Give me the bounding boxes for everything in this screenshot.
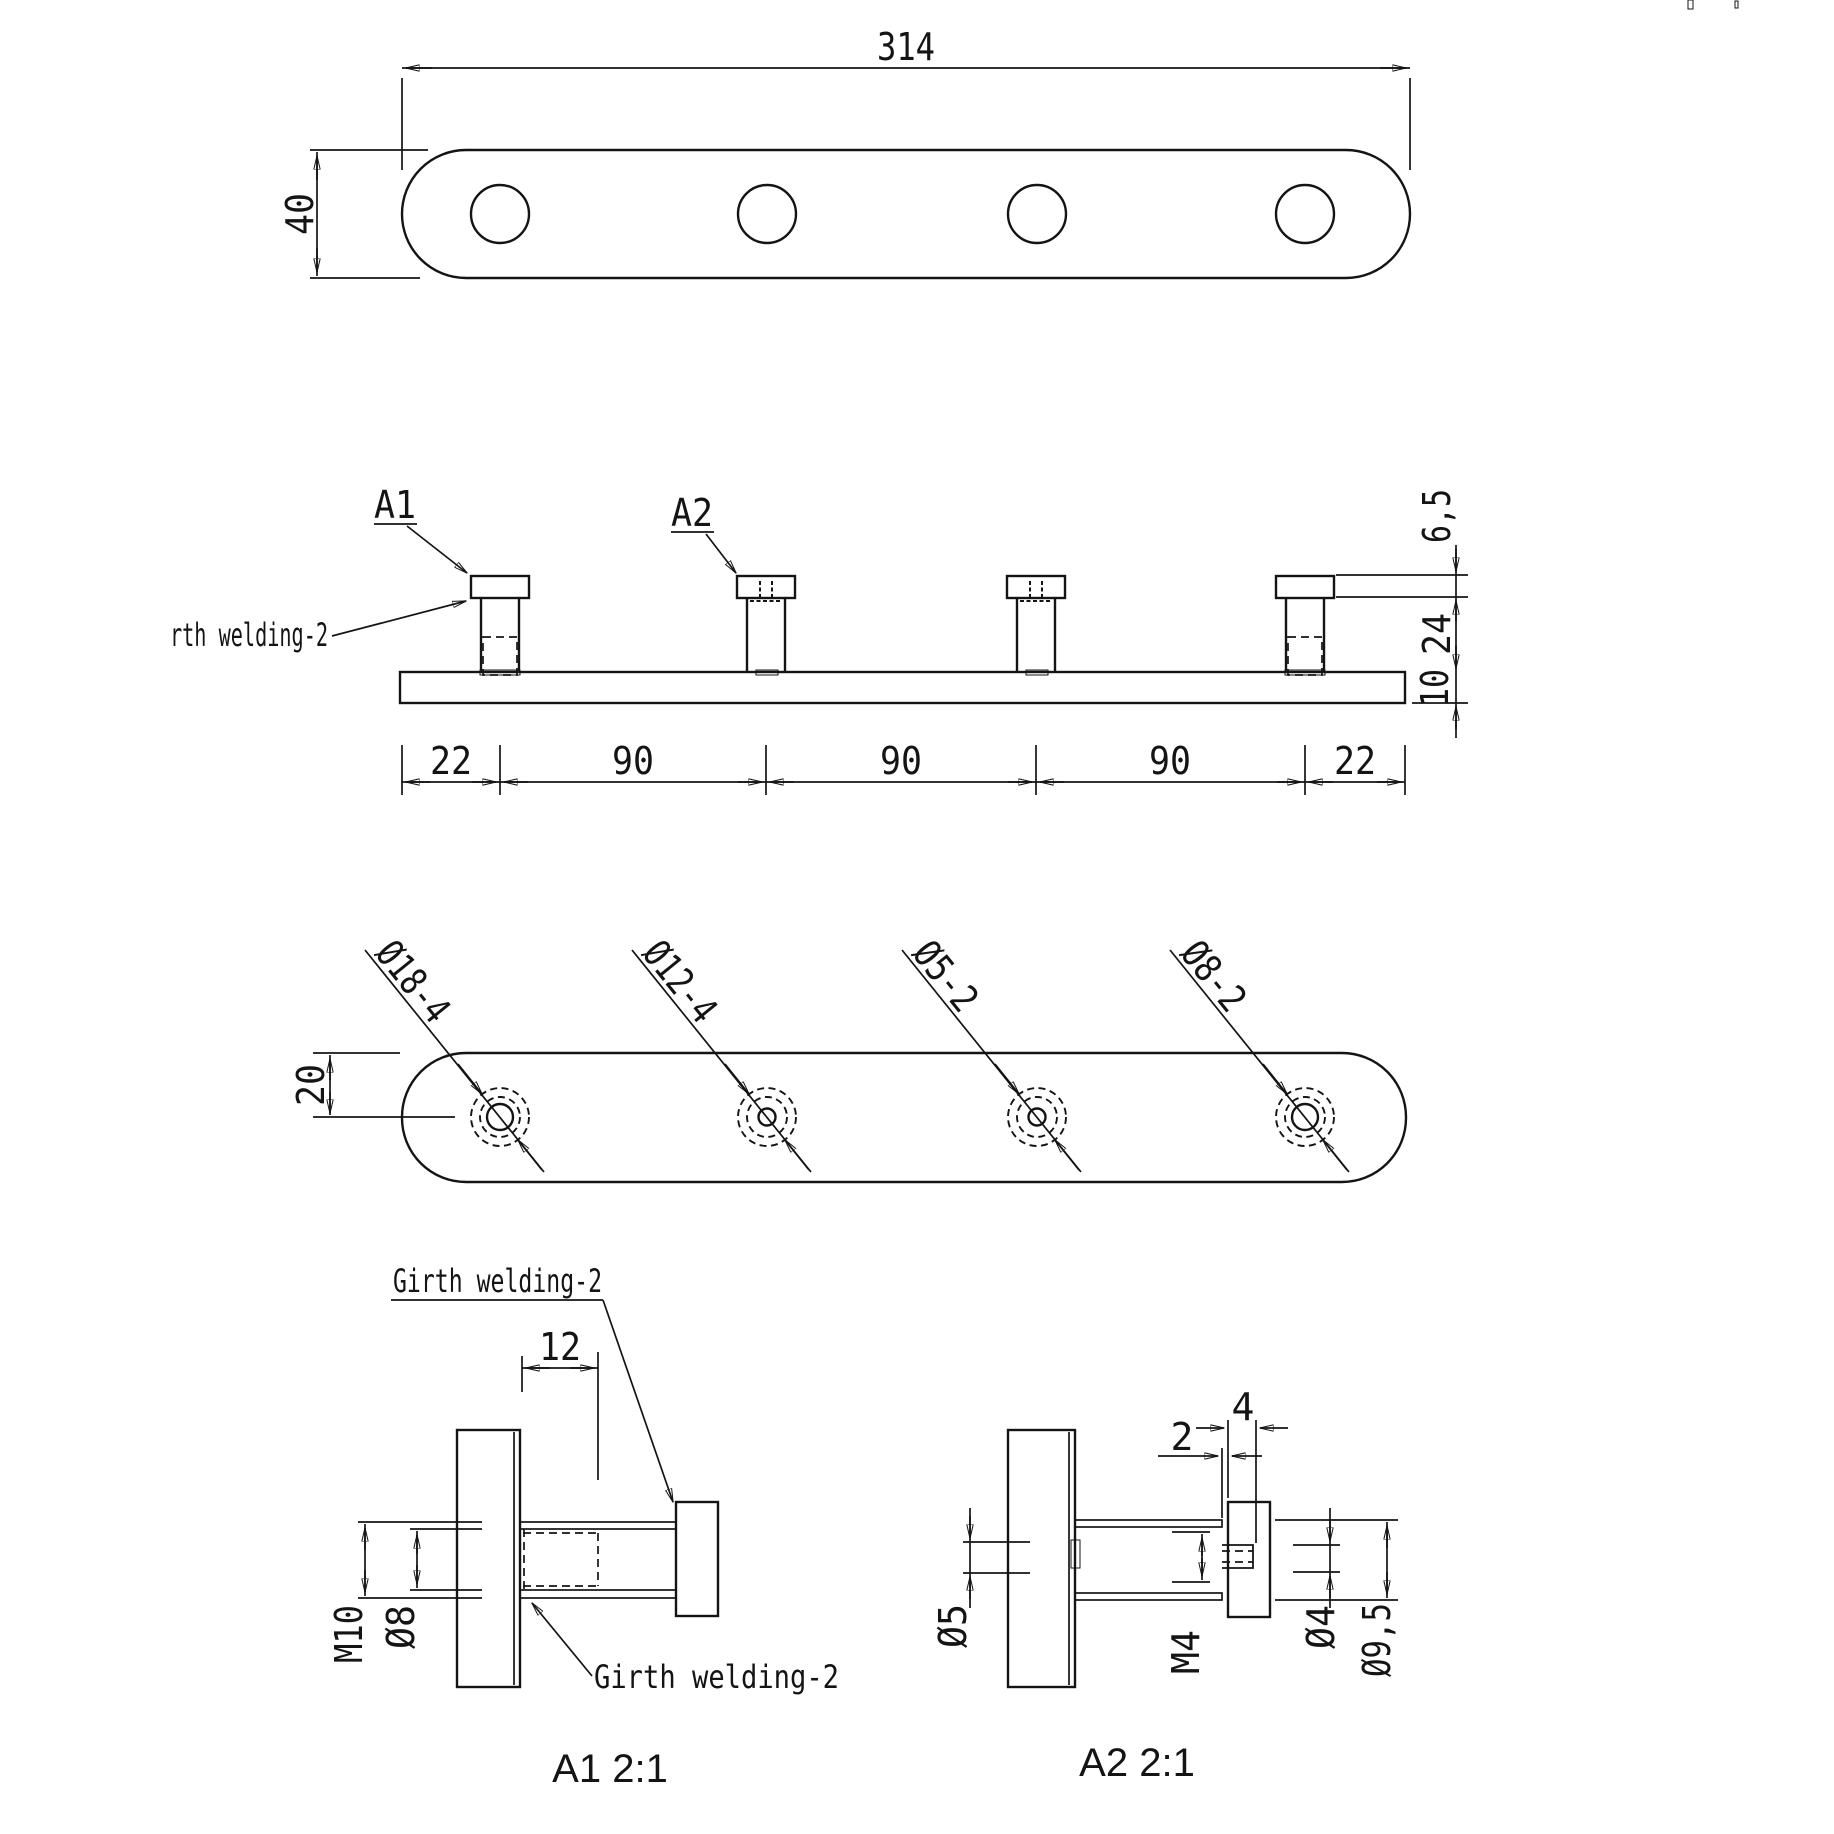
- dim-cap-height: 6,5: [1415, 474, 1459, 543]
- hole-callout: Ø5-2: [904, 931, 996, 1031]
- arrowhead: [518, 1140, 542, 1170]
- detail-a2: [931, 1385, 1399, 1785]
- dim-peg-height: 24: [1415, 609, 1459, 655]
- leader-line: [532, 1603, 592, 1676]
- peg-cap: [737, 576, 795, 598]
- plate-section: [400, 672, 1405, 703]
- hole: [1008, 185, 1066, 243]
- dim-width: 40: [278, 189, 322, 235]
- dim-spacing: 90: [880, 739, 922, 783]
- dim-length: 314: [877, 25, 935, 69]
- arrowhead: [1055, 1140, 1079, 1170]
- dim-thread: M10: [327, 1594, 371, 1663]
- dim-spacing: 90: [612, 739, 654, 783]
- edge-artifact: [1688, 0, 1693, 9]
- dim-bore: Ø5: [931, 1602, 975, 1648]
- leader-line: [407, 526, 467, 573]
- dim-head: Ø9,5: [1355, 1585, 1399, 1677]
- front-view: [170, 474, 1468, 795]
- leader-line: [603, 1300, 673, 1502]
- dim-gap: 2: [1170, 1415, 1194, 1459]
- peg-a1-right: [1276, 576, 1334, 675]
- label-detail-a1: A1: [374, 483, 416, 527]
- peg-a2-right: [1007, 576, 1065, 675]
- dim-plate-thickness: 10: [1413, 661, 1457, 707]
- hole-callout: Ø12-4: [634, 931, 741, 1049]
- hidden-thread-hole: [1288, 637, 1322, 675]
- hole: [471, 185, 529, 243]
- arrowhead: [1323, 1140, 1347, 1170]
- plate-outline: [402, 1053, 1406, 1182]
- welded-cap-section: [1228, 1502, 1270, 1617]
- dim-spacing: 22: [1334, 739, 1376, 783]
- peg-a1-left: [471, 576, 529, 675]
- weld-note-bottom: Girth welding-2: [594, 1658, 839, 1696]
- leader-line: [332, 601, 466, 636]
- dim-bore: Ø8: [379, 1603, 423, 1649]
- tube-wall: [520, 1522, 676, 1529]
- label-detail-a2: A2: [671, 491, 713, 535]
- top-view: [278, 25, 1410, 278]
- edge-artifact: [1735, 1, 1738, 8]
- plate-outline: [402, 150, 1410, 278]
- socket-recess: [1222, 1545, 1253, 1568]
- hole: [738, 185, 796, 243]
- hole-view: [289, 932, 1406, 1182]
- detail-a1: [327, 1262, 839, 1791]
- dim-spacing: 90: [1149, 739, 1191, 783]
- weld-note: rth welding-2: [170, 616, 328, 654]
- detail-caption: A2 2:1: [1079, 1741, 1195, 1785]
- tube-wall: [1075, 1520, 1222, 1527]
- weld-note-top: Girth welding-2: [393, 1262, 602, 1300]
- dim-socket: Ø4: [1299, 1603, 1343, 1649]
- leader-line: [706, 534, 736, 573]
- tube-wall: [520, 1590, 676, 1598]
- peg-cap: [1007, 576, 1065, 598]
- height-dimensions: [1336, 474, 1468, 738]
- welded-cap-section: [676, 1502, 718, 1616]
- hidden-thread-hole: [483, 637, 517, 675]
- peg-cap: [471, 576, 529, 598]
- arrowhead: [995, 1064, 1019, 1094]
- dim-edge-offset: 20: [289, 1060, 333, 1106]
- dim-thread-depth: 12: [539, 1325, 581, 1369]
- detail-caption: A1 2:1: [552, 1747, 668, 1791]
- dim-socket-depth: 4: [1231, 1385, 1255, 1429]
- arrowhead: [725, 1064, 749, 1094]
- hole-callout: Ø18-4: [367, 931, 474, 1049]
- dim-spacing: 22: [430, 739, 472, 783]
- hole-callout: Ø8-2: [1172, 931, 1264, 1031]
- peg-cap: [1276, 576, 1334, 598]
- hole: [1276, 185, 1334, 243]
- peg-a2-left: [737, 576, 795, 675]
- plate-section: [1008, 1430, 1075, 1687]
- plate-section: [457, 1430, 520, 1687]
- dim-thread: M4: [1164, 1628, 1208, 1674]
- spacing-dimensions: [402, 739, 1405, 795]
- tube-wall: [1075, 1593, 1222, 1600]
- arrowhead: [785, 1140, 809, 1170]
- arrowhead: [1263, 1064, 1287, 1094]
- arrowhead: [458, 1064, 482, 1094]
